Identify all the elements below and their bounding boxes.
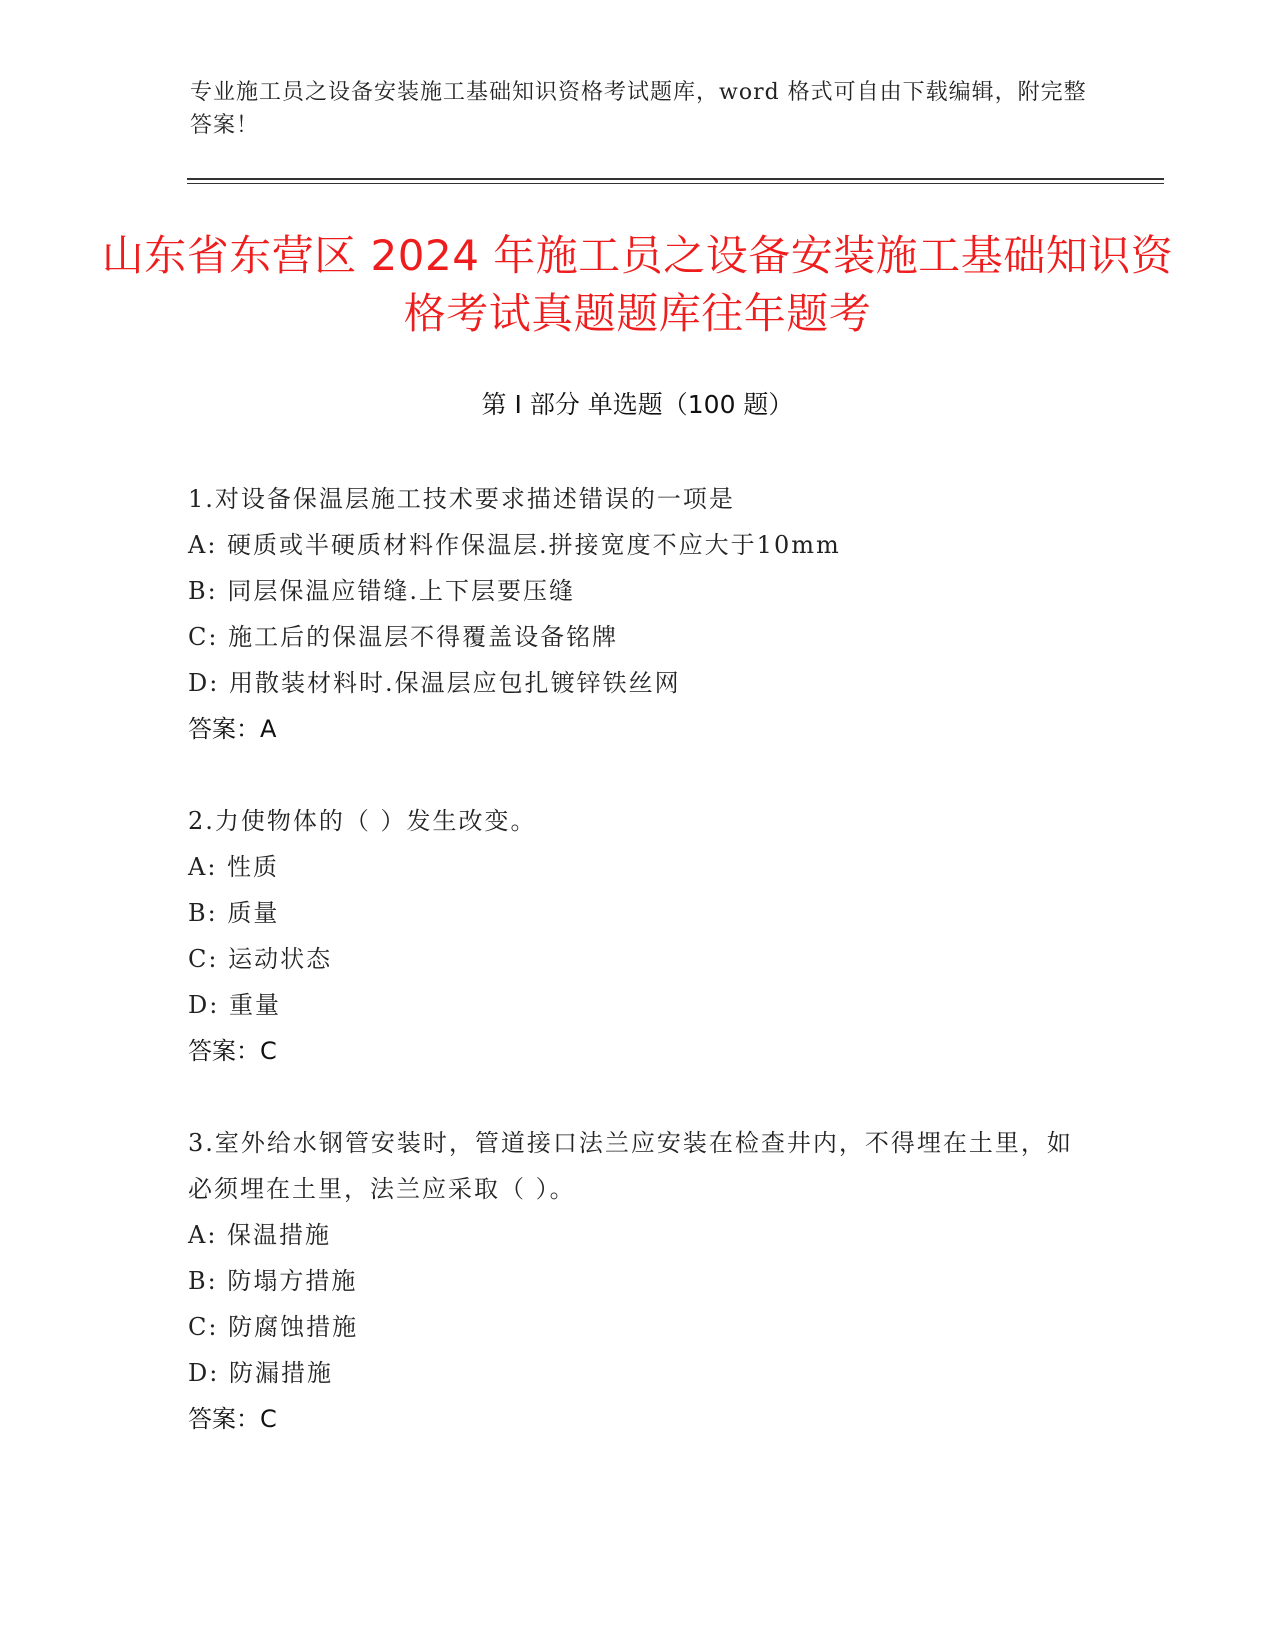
option-c: C: 施工后的保温层不得覆盖设备铭牌 (188, 623, 619, 651)
question-list (188, 476, 1088, 1488)
question-stem: 1.对设备保温层施工技术要求描述错误的一项是 (188, 485, 735, 513)
header-divider-thin (187, 183, 1164, 184)
section-heading: 第 I 部分 单选题（100 题） (481, 390, 794, 419)
option-b: B: 防塌方措施 (188, 1267, 358, 1295)
question-stem: 2.力使物体的（ ）发生改变。 (188, 807, 537, 835)
question-2 (188, 798, 1088, 1074)
option-a: A: 性质 (188, 853, 280, 881)
option-c: C: 运动状态 (188, 945, 333, 973)
option-b: B: 同层保温应错缝.上下层要压缝 (188, 577, 575, 605)
question-1 (188, 476, 1088, 752)
question-3 (188, 1120, 1088, 1442)
document-title: 山东省东营区 2024 年施工员之设备安装施工基础知识资格考试真题题库往年题考 (101, 231, 1174, 338)
header-note: 专业施工员之设备安装施工基础知识资格考试题库，word 格式可自由下载编辑，附完整答案！ (190, 80, 1087, 138)
answer-line: 答案：C (188, 1405, 277, 1433)
option-d: D: 用散装材料时.保温层应包扎镀锌铁丝网 (188, 669, 681, 697)
answer-line: 答案：A (188, 715, 277, 743)
option-b: B: 质量 (188, 899, 280, 927)
header-divider (187, 178, 1164, 180)
question-stem: 3.室外给水钢管安装时，管道接口法兰应安装在检查井内，不得埋在土里，如必须埋在土里，法兰应采取（ ）。 (188, 1129, 1073, 1203)
option-a: A: 硬质或半硬质材料作保温层.拼接宽度不应大于10mm (188, 531, 841, 559)
option-d: D: 防漏措施 (188, 1359, 333, 1387)
answer-line: 答案：C (188, 1037, 277, 1065)
option-a: A: 保温措施 (188, 1221, 332, 1249)
option-d: D: 重量 (188, 991, 281, 1019)
option-c: C: 防腐蚀措施 (188, 1313, 359, 1341)
